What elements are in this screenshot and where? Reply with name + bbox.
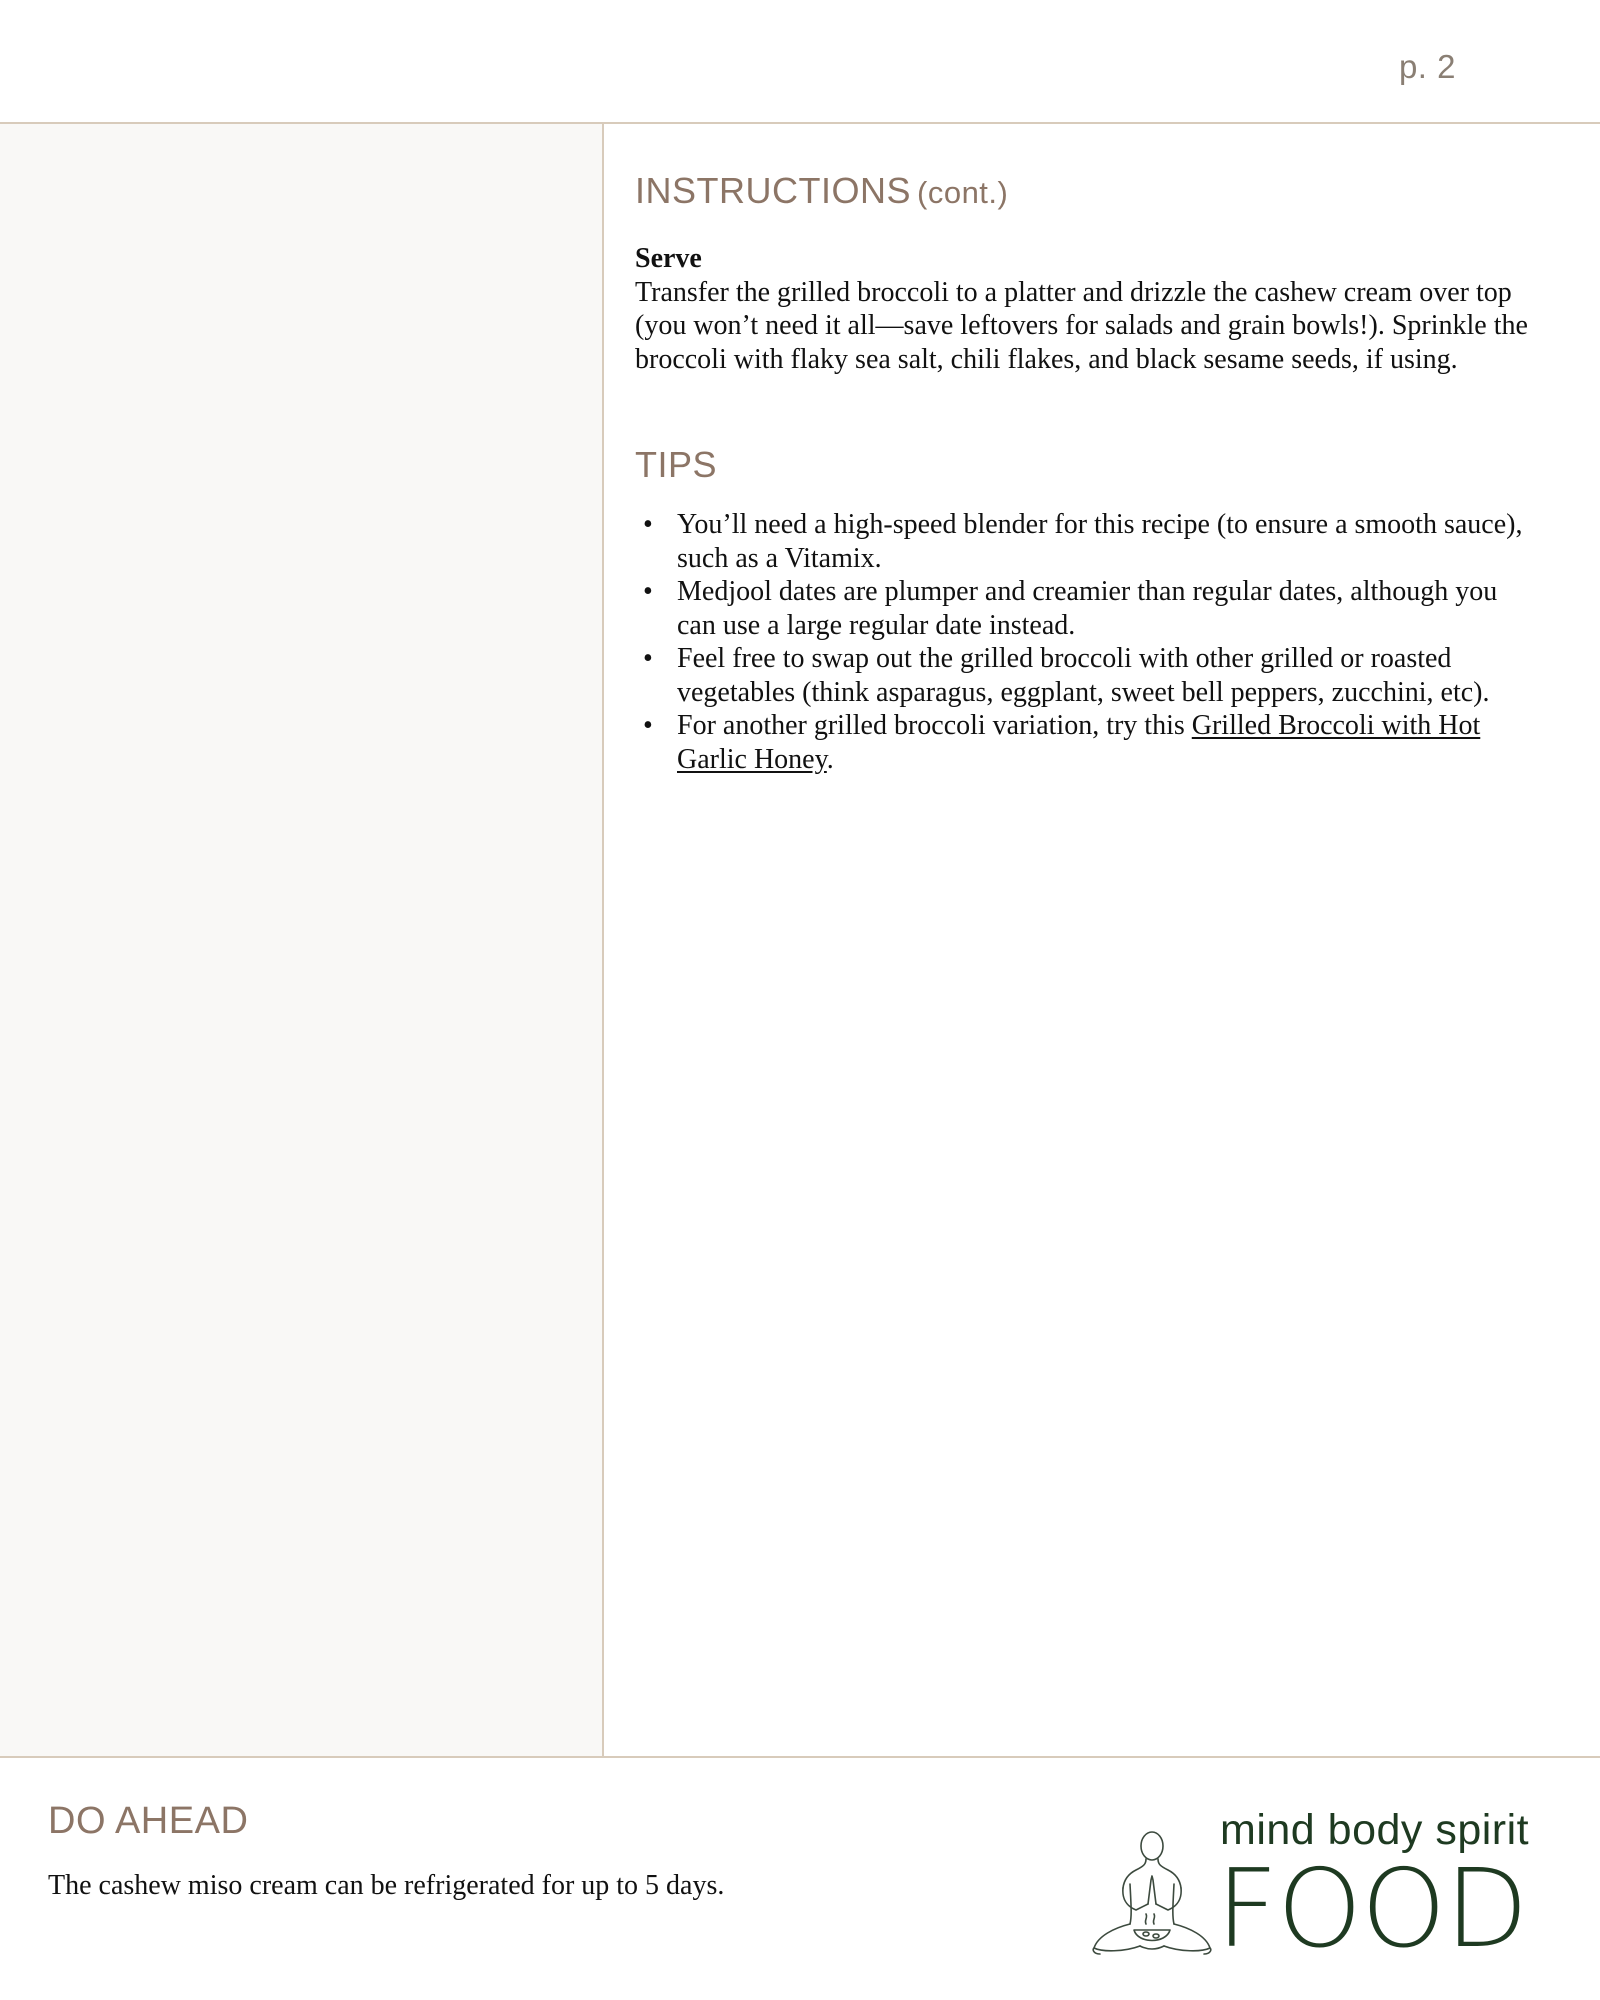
tip-text: Feel free to swap out the grilled broccoli with other grilled or roasted vegetables (think asparagus, eggplant, sweet bell peppers, zucchini, etc). bbox=[677, 643, 1490, 708]
bullet-icon: • bbox=[643, 643, 653, 674]
tips-heading: TIPS bbox=[635, 444, 718, 485]
column-divider bbox=[602, 124, 604, 1756]
main-content bbox=[635, 170, 1535, 776]
brand-wordmark: FOOD bbox=[1216, 1847, 1528, 1972]
instructions-heading bbox=[635, 170, 1535, 212]
instructions-heading-suffix: (cont.) bbox=[917, 175, 1009, 210]
meditating-figure-with-bowl-icon bbox=[1090, 1824, 1214, 1966]
tips-list-item bbox=[643, 642, 1535, 709]
brand-tagline: mind body spirit bbox=[1220, 1806, 1530, 1854]
tips-list-item bbox=[643, 575, 1535, 642]
brand-logo bbox=[1090, 1806, 1550, 1972]
serve-step-text: Transfer the grilled broccoli to a platter and drizzle the cashew cream over top (you won’t need it all—save leftovers for salads and grain bowls!). Sprinkle the broccoli with flaky sea salt, chili flakes, and black sesame seeds, if using. bbox=[635, 276, 1528, 375]
bullet-icon: • bbox=[643, 509, 653, 540]
do-ahead-section bbox=[48, 1800, 948, 1903]
tip-text-prefix: For another grilled broccoli variation, try this bbox=[677, 710, 1192, 741]
tip-text-suffix: . bbox=[826, 743, 834, 775]
bullet-icon: • bbox=[643, 576, 653, 607]
tips-list-item bbox=[643, 508, 1535, 575]
bottom-divider bbox=[0, 1756, 1600, 1758]
tip-text: You’ll need a high-speed blender for this recipe (to ensure a smooth sauce), such as a Vitamix. bbox=[677, 509, 1523, 574]
page-number: p. 2 bbox=[1398, 48, 1456, 85]
serve-step bbox=[635, 242, 1535, 376]
left-panel bbox=[0, 124, 602, 1756]
serve-step-title: Serve bbox=[635, 243, 702, 274]
grilled-broccoli-recipe-link[interactable]: Grilled Broccoli with Hot Garlic Honey bbox=[677, 710, 1481, 775]
instructions-heading-text: INSTRUCTIONS bbox=[635, 170, 911, 211]
do-ahead-heading: DO AHEAD bbox=[48, 1800, 249, 1842]
tip-text: Medjool dates are plumper and creamier than regular dates, although you can use a large regular date instead. bbox=[677, 576, 1498, 641]
bullet-icon: • bbox=[643, 710, 653, 741]
tips-list-item bbox=[643, 709, 1535, 776]
tips-list bbox=[635, 508, 1535, 776]
do-ahead-text: The cashew miso cream can be refrigerated for up to 5 days. bbox=[48, 1870, 725, 1901]
